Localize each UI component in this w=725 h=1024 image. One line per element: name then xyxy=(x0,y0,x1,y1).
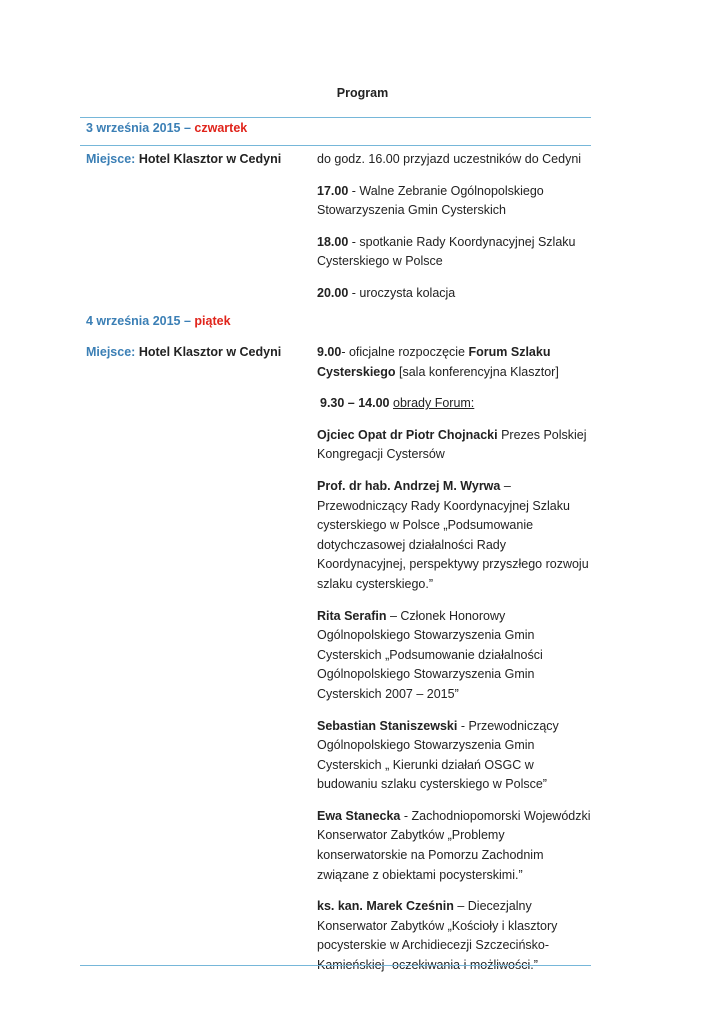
day2-schedule xyxy=(317,343,597,988)
speaker-item: Prof. dr hab. Andrzej M. Wyrwa – Przewodniczący Rady Koordynacyjnej Szlaku cysterskiego w Polsce „Podsumowanie dotychczasowej działalności Rady Koordynacyjnej, perspektywy przyszłego rozwoju szlaku cysterskiego.” xyxy=(317,478,589,591)
day2-place-label: Miejsce: xyxy=(86,345,136,359)
speaker-item: Ojciec Opat dr Piotr Chojnacki Prezes Polskiej Kongregacji Cystersów xyxy=(317,427,587,462)
day2-date-heading xyxy=(86,314,231,328)
day1-schedule xyxy=(317,150,597,316)
divider-bottom xyxy=(80,965,591,966)
day2-place-value: Hotel Klasztor w Cedyni xyxy=(135,345,282,359)
day1-date: 3 września 2015 xyxy=(86,121,181,135)
day1-place-label: Miejsce: xyxy=(86,152,136,166)
day1-item: 17.00 - Walne Zebranie Ogólnopolskiego Stowarzyszenia Gmin Cysterskich xyxy=(317,183,544,218)
speaker-item: ks. kan. Marek Cześnin – Diecezjalny Konserwator Zabytków „Kościoły i klasztory pocysterskie w Archidiecezji Szczecińsko-Kamieńskiej- oczekiwania i możliwości.” xyxy=(317,899,558,973)
day1-item: 18.00 - spotkanie Rady Koordynacyjnej Szlaku Cysterskiego w Polsce xyxy=(317,234,576,269)
page-title: Program xyxy=(336,86,389,100)
day1-item: do godz. 16.00 przyjazd uczestników do Cedyni xyxy=(317,152,582,166)
divider-day1 xyxy=(80,145,591,146)
session-item: 9.30 – 14.00 obrady Forum: xyxy=(320,396,475,411)
speaker-item: Ewa Stanecka - Zachodniopomorski Wojewódzki Konserwator Zabytków „Problemy konserwatorskie na Pomorzu Zachodnim związane z obiektami pocysterskimi.” xyxy=(317,808,591,882)
day1-date-heading xyxy=(86,121,247,135)
opening-item: 9.00- oficjalne rozpoczęcie Forum Szlaku Cysterskiego [sala konferencyjna Klasztor] xyxy=(317,345,559,379)
divider-top xyxy=(80,117,591,118)
day1-item: 20.00 - uroczysta kolacja xyxy=(317,285,456,300)
day1-dash: – xyxy=(180,121,195,135)
day2-weekday: piątek xyxy=(194,314,231,328)
day1-place-value: Hotel Klasztor w Cedyni xyxy=(135,152,282,166)
day1-weekday: czwartek xyxy=(194,121,248,135)
day2-dash: – xyxy=(180,314,195,328)
speaker-item: Rita Serafin – Członek Honorowy Ogólnopolskiego Stowarzyszenia Gmin Cysterskich „Podsumowanie działalności Ogólnopolskiego Stowarzyszenia Gmin Cysterskich 2007 – 2015” xyxy=(317,608,543,701)
day2-place xyxy=(86,345,281,359)
day2-date: 4 września 2015 xyxy=(86,314,181,328)
speaker-item: Sebastian Staniszewski - Przewodniczący Ogólnopolskiego Stowarzyszenia Gmin Cysterskich „ Kierunki działań OSGC w budowaniu szlaku cysterskiego w Polsce” xyxy=(317,718,559,792)
day1-place xyxy=(86,152,281,166)
